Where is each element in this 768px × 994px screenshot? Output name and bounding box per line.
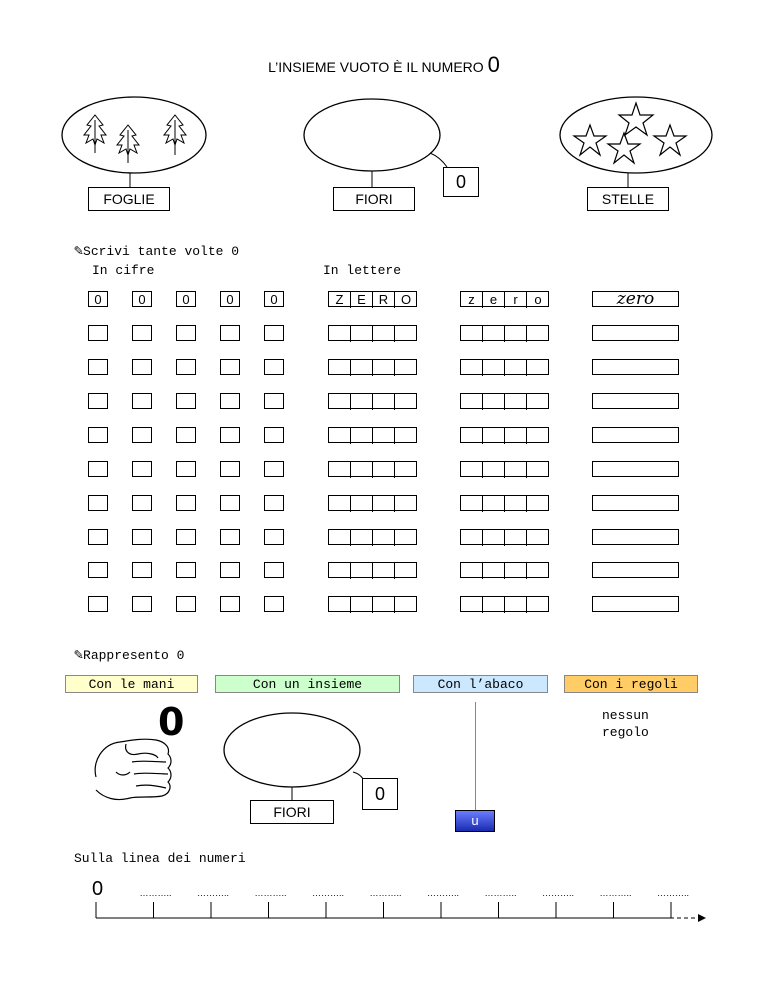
tag-hands: Con le mani — [65, 675, 198, 693]
numberline-blank[interactable]: ……….. — [369, 888, 402, 898]
digit-input-box[interactable] — [220, 562, 240, 578]
letters-input-box[interactable] — [460, 495, 549, 511]
digit-example: 0 — [220, 291, 240, 307]
pencil-icon: ✎ — [74, 243, 84, 260]
flowers-count-pointer — [430, 153, 447, 167]
digit-input-box[interactable] — [88, 529, 108, 545]
digit-input-box[interactable] — [176, 325, 196, 341]
digit-input-box[interactable] — [220, 596, 240, 612]
cursive-input-box[interactable] — [592, 427, 679, 443]
letters-input-box[interactable] — [460, 359, 549, 375]
digit-input-box[interactable] — [220, 461, 240, 477]
abacus-units-base: u — [455, 810, 495, 832]
letters-input-box[interactable] — [328, 427, 417, 443]
number-line — [90, 898, 710, 928]
digit-input-box[interactable] — [220, 359, 240, 375]
cursive-input-box[interactable] — [592, 393, 679, 409]
cursive-input-box[interactable] — [592, 325, 679, 341]
digit-input-box[interactable] — [132, 427, 152, 443]
digits-column-heading: In cifre — [92, 263, 155, 278]
leaf-icon — [84, 115, 106, 153]
fist-icon — [86, 732, 178, 807]
letters-input-box[interactable] — [328, 393, 417, 409]
cursive-word-example: zero — [592, 291, 679, 307]
cursive-input-box[interactable] — [592, 529, 679, 545]
letters-input-box[interactable] — [460, 529, 549, 545]
digit-input-box[interactable] — [220, 427, 240, 443]
letters-input-box[interactable] — [328, 596, 417, 612]
digit-input-box[interactable] — [132, 393, 152, 409]
digit-input-box[interactable] — [176, 359, 196, 375]
letters-input-box[interactable] — [328, 325, 417, 341]
digit-input-box[interactable] — [88, 359, 108, 375]
tag-rods: Con i regoli — [564, 675, 698, 693]
letters-input-box[interactable] — [328, 495, 417, 511]
star-icon — [654, 125, 686, 155]
tag-set: Con un insieme — [215, 675, 400, 693]
digit-example: 0 — [176, 291, 196, 307]
lowercase-word-example: z e r o — [460, 291, 549, 307]
letters-input-box[interactable] — [460, 596, 549, 612]
letters-input-box[interactable] — [460, 461, 549, 477]
digit-input-box[interactable] — [176, 562, 196, 578]
page-title — [0, 52, 768, 78]
digit-input-box[interactable] — [88, 325, 108, 341]
leaf-icon — [164, 115, 186, 155]
digit-input-box[interactable] — [132, 596, 152, 612]
digit-input-box[interactable] — [132, 461, 152, 477]
digit-input-box[interactable] — [132, 359, 152, 375]
star-icon — [574, 125, 606, 155]
digit-input-box[interactable] — [220, 495, 240, 511]
digit-input-box[interactable] — [88, 495, 108, 511]
digit-input-box[interactable] — [176, 393, 196, 409]
digit-input-box[interactable] — [132, 529, 152, 545]
flowers-set-ellipse — [304, 99, 440, 171]
no-rod-line2: regolo — [602, 725, 649, 740]
abacus-rod — [475, 702, 476, 810]
stars-set-ellipse — [560, 97, 712, 173]
leaf-icon — [117, 125, 139, 163]
pencil-icon: ✎ — [74, 647, 84, 664]
cursive-input-box[interactable] — [592, 562, 679, 578]
title-number: 0 — [487, 52, 500, 77]
digit-input-box[interactable] — [264, 495, 284, 511]
numberline-blank[interactable]: ……….. — [139, 888, 172, 898]
digit-input-box[interactable] — [88, 461, 108, 477]
numberline-blank[interactable]: ……….. — [197, 888, 230, 898]
letters-input-box[interactable] — [328, 529, 417, 545]
uppercase-word-example: Z E R O — [328, 291, 417, 307]
digit-input-box[interactable] — [264, 596, 284, 612]
big-zero: 0 — [158, 700, 185, 744]
digit-input-box[interactable] — [220, 325, 240, 341]
numberline-blank[interactable]: ……….. — [542, 888, 575, 898]
digit-example: 0 — [88, 291, 108, 307]
numberline-blank[interactable]: ……….. — [599, 888, 632, 898]
letters-column-heading: In lettere — [323, 263, 402, 278]
letters-input-box[interactable] — [460, 562, 549, 578]
digit-input-box[interactable] — [132, 495, 152, 511]
letters-input-box[interactable] — [328, 562, 417, 578]
flowers-count-box: 0 — [443, 167, 479, 197]
digit-input-box[interactable] — [132, 325, 152, 341]
no-rod-line1: nessun — [602, 708, 649, 723]
letters-input-box[interactable] — [460, 427, 549, 443]
digit-input-box[interactable] — [220, 529, 240, 545]
numberline-blank[interactable]: ……….. — [254, 888, 287, 898]
digit-input-box[interactable] — [176, 495, 196, 511]
letters-input-box[interactable] — [460, 325, 549, 341]
cursive-input-box[interactable] — [592, 359, 679, 375]
digit-input-box[interactable] — [176, 461, 196, 477]
star-icon — [619, 103, 653, 135]
digit-input-box[interactable] — [88, 562, 108, 578]
stars-set-label: STELLE — [587, 187, 669, 211]
digit-input-box[interactable] — [176, 596, 196, 612]
write-heading: ✎Scrivi tante volte 0 — [74, 243, 240, 260]
arrow-head-icon — [698, 914, 706, 922]
leaves-set-label: FOGLIE — [88, 187, 170, 211]
digit-input-box[interactable] — [264, 359, 284, 375]
digit-input-box[interactable] — [220, 393, 240, 409]
digit-input-box[interactable] — [176, 529, 196, 545]
digit-input-box[interactable] — [264, 562, 284, 578]
numberline-blank[interactable]: ……….. — [312, 888, 345, 898]
digit-example: 0 — [264, 291, 284, 307]
tag-abacus: Con l’abaco — [413, 675, 548, 693]
letters-input-box[interactable] — [328, 461, 417, 477]
digit-input-box[interactable] — [88, 427, 108, 443]
represent-set-label: FIORI — [250, 800, 334, 824]
title-text: L’INSIEME VUOTO È IL NUMERO — [268, 59, 484, 75]
numberline-heading: Sulla linea dei numeri — [74, 851, 246, 866]
letters-input-box[interactable] — [328, 359, 417, 375]
digit-example: 0 — [132, 291, 152, 307]
cursive-input-box[interactable] — [592, 495, 679, 511]
numberline-blank[interactable]: ……….. — [484, 888, 517, 898]
flowers-set-label: FIORI — [333, 187, 415, 211]
digit-input-box[interactable] — [88, 596, 108, 612]
digit-input-box[interactable] — [264, 461, 284, 477]
digit-input-box[interactable] — [264, 325, 284, 341]
represent-set-count: 0 — [362, 778, 398, 810]
numberline-start: 0 — [92, 878, 104, 900]
represent-heading: ✎Rappresento 0 — [74, 647, 185, 664]
cursive-input-box[interactable] — [592, 461, 679, 477]
digit-input-box[interactable] — [132, 562, 152, 578]
digit-input-box[interactable] — [264, 529, 284, 545]
digit-input-box[interactable] — [264, 393, 284, 409]
digit-input-box[interactable] — [88, 393, 108, 409]
digit-input-box[interactable] — [264, 427, 284, 443]
star-icon — [608, 133, 640, 163]
numberline-blank[interactable]: ……….. — [657, 888, 690, 898]
numberline-blank[interactable]: ……….. — [427, 888, 460, 898]
cursive-input-box[interactable] — [592, 596, 679, 612]
digit-input-box[interactable] — [176, 427, 196, 443]
letters-input-box[interactable] — [460, 393, 549, 409]
